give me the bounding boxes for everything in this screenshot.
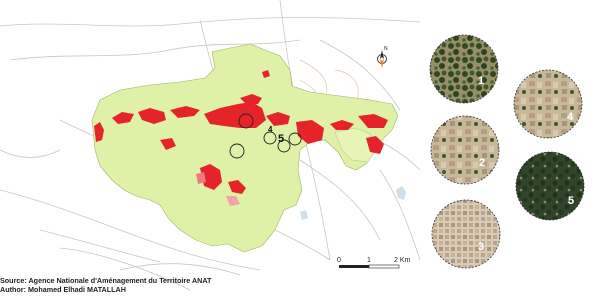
inset-photo-4 <box>514 70 582 138</box>
scale-tick-2: 2 Km <box>394 257 411 264</box>
site-label-4: 4 <box>268 125 273 134</box>
scale-tick-1: 1 <box>367 257 371 264</box>
north-label: N <box>384 46 388 52</box>
inset-photo-3 <box>432 200 500 268</box>
scale-tick-0: 0 <box>337 257 341 264</box>
inset-label-1: 1 <box>478 75 485 87</box>
inset-label-4: 4 <box>567 111 574 123</box>
inset-photo-5 <box>516 152 584 220</box>
source-credit: Source: Agence Nationale d'Aménagement du Territoire ANAT <box>0 276 212 285</box>
scale-bar <box>337 257 411 268</box>
site-label-5: 5 <box>278 133 285 145</box>
inset-photo-2 <box>431 116 499 184</box>
inset-photo-1 <box>430 35 498 103</box>
inset-label-2: 2 <box>479 157 486 169</box>
water-body <box>300 210 308 220</box>
author-credit: Author: Mohamed Elhadi MATALLAH <box>0 285 126 294</box>
water-body <box>396 186 406 200</box>
north-arrow <box>378 46 389 68</box>
inset-label-5: 5 <box>568 195 575 207</box>
inset-label-3: 3 <box>478 241 485 253</box>
